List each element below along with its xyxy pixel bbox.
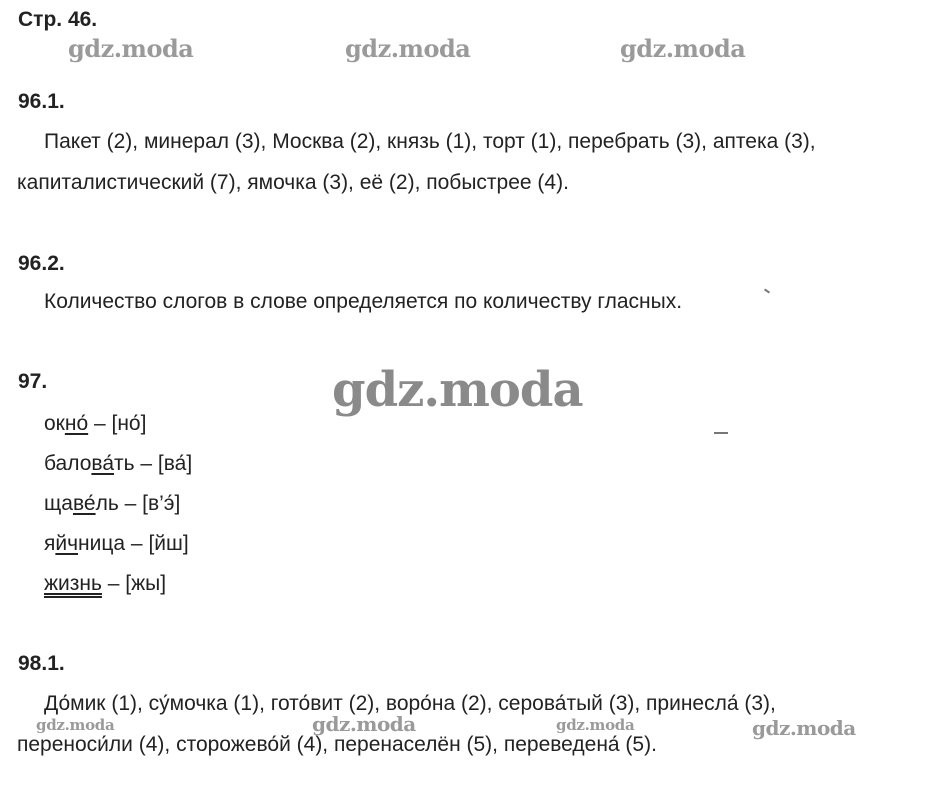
watermark-small: gdz.moda [556,716,635,734]
answer-line: Пакет (2), минерал (3), Москва (2), князь (1), торт (1), перебрать (3), аптека (3), [44,130,816,153]
word-item: окно́ – [но́] [44,412,147,435]
page-header: Стр. 46. [18,8,98,31]
word-item: яйчница – [йш] [44,532,189,555]
watermark: gdz.moda [752,716,856,740]
word-item: щаве́ль – [в’э́] [44,492,181,515]
watermark: gdz.moda [620,34,746,63]
section-heading-96-2: 96.2. [18,252,65,275]
watermark-small: gdz.moda [36,716,115,734]
section-heading-96-1: 96.1. [18,90,65,113]
answer-line: Количество слогов в слове определяется по количеству гласных. [44,290,683,313]
watermark: gdz.moda [68,34,194,63]
section-heading-98-1: 98.1. [18,652,65,675]
stray-mark [714,432,728,434]
watermark: gdz.moda [312,712,416,736]
word-item: балова́ть – [ва́] [44,452,193,475]
answer-line: переноси́ли (4), сторожево́й (4), перенаселён (5), переведена́ (5). [17,733,657,756]
section-heading-97: 97. [18,370,48,393]
word-item: жизнь – [жы] [44,572,167,595]
answer-line: капиталистический (7), ямочка (3), её (2), побыстрее (4). [17,171,569,194]
stray-mark [764,288,770,293]
watermark: gdz.moda [345,34,471,63]
watermark-large: gdz.moda [332,362,583,418]
answer-line: До́мик (1), су́мочка (1), гото́вит (2), воро́на (2), серова́тый (3), принесла́ (3), [44,692,776,715]
